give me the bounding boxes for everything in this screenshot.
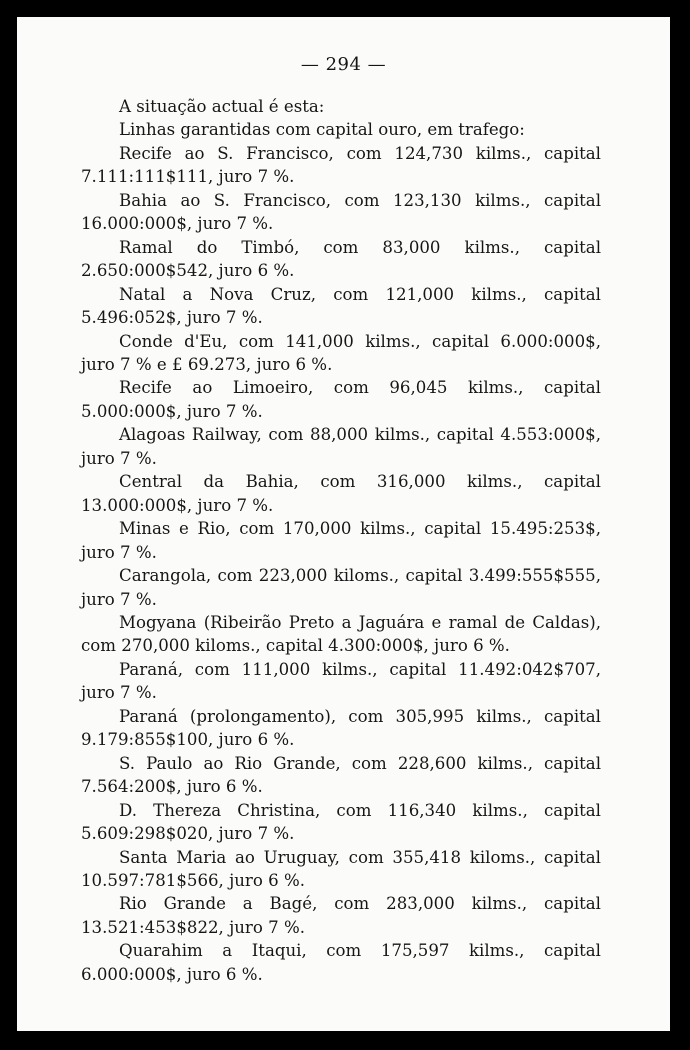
paragraph: Ramal do Timbó, com 83,000 kilms., capital 2.650:000$542, juro 6 %. (81, 237, 601, 281)
paragraph: Santa Maria ao Uruguay, com 355,418 kiloms., capital 10.597:781$566, juro 6 %. (81, 847, 601, 890)
paragraph: Bahia ao S. Francisco, com 123,130 kilms., capital 16.000:000$, juro 7 %. (81, 190, 601, 234)
paragraph: Paraná, com 111,000 kilms., capital 11.492:042$707, juro 7 %. (81, 659, 601, 703)
paragraph: Mogyana (Ribeirão Preto a Jaguára e ramal de Caldas), com 270,000 kiloms., capital 4.300:000$, juro 6 %. (81, 612, 601, 656)
paragraph: Linhas garantidas com capital ouro, em trafego: (119, 120, 525, 140)
paragraph: Quarahim a Itaqui, com 175,597 kilms., capital 6.000:000$, juro 6 %. (81, 941, 601, 984)
paragraph: Carangola, com 223,000 kiloms., capital 3.499:555$555, juro 7 %. (81, 566, 601, 609)
paragraph: S. Paulo ao Rio Grande, com 228,600 kilms., capital 7.564:200$, juro 6 %. (81, 753, 601, 797)
paragraph: Rio Grande a Bagé, com 283,000 kilms., capital 13.521:453$822, juro 7 %. (81, 894, 601, 937)
text-body (81, 95, 601, 986)
page-number: — 294 — (300, 54, 387, 75)
paragraph: Minas e Rio, com 170,000 kilms., capital 15.495:253$, juro 7 %. (81, 519, 601, 562)
paragraph: Recife ao S. Francisco, com 124,730 kilms., capital 7.111:111$111, juro 7 %. (81, 143, 601, 187)
document-page (17, 17, 670, 1031)
paragraph: Conde d'Eu, com 141,000 kilms., capital 6.000:000$, juro 7 % e £ 69.273, juro 6 %. (81, 331, 601, 374)
paragraph: Natal a Nova Cruz, com 121,000 kilms., capital 5.496:052$, juro 7 %. (81, 284, 601, 328)
paragraph: Paraná (prolongamento), com 305,995 kilms., capital 9.179:855$100, juro 6 %. (81, 706, 601, 750)
paragraph: A situação actual é esta: (119, 97, 325, 116)
paragraph: D. Thereza Christina, com 116,340 kilms., capital 5.609:298$020, juro 7 %. (81, 800, 601, 844)
paragraph: Alagoas Railway, com 88,000 kilms., capital 4.553:000$, juro 7 %. (81, 425, 601, 468)
paragraph: Recife ao Limoeiro, com 96,045 kilms., capital 5.000:000$, juro 7 %. (81, 378, 601, 421)
paragraph: Central da Bahia, com 316,000 kilms., capital 13.000:000$, juro 7 %. (81, 472, 601, 515)
